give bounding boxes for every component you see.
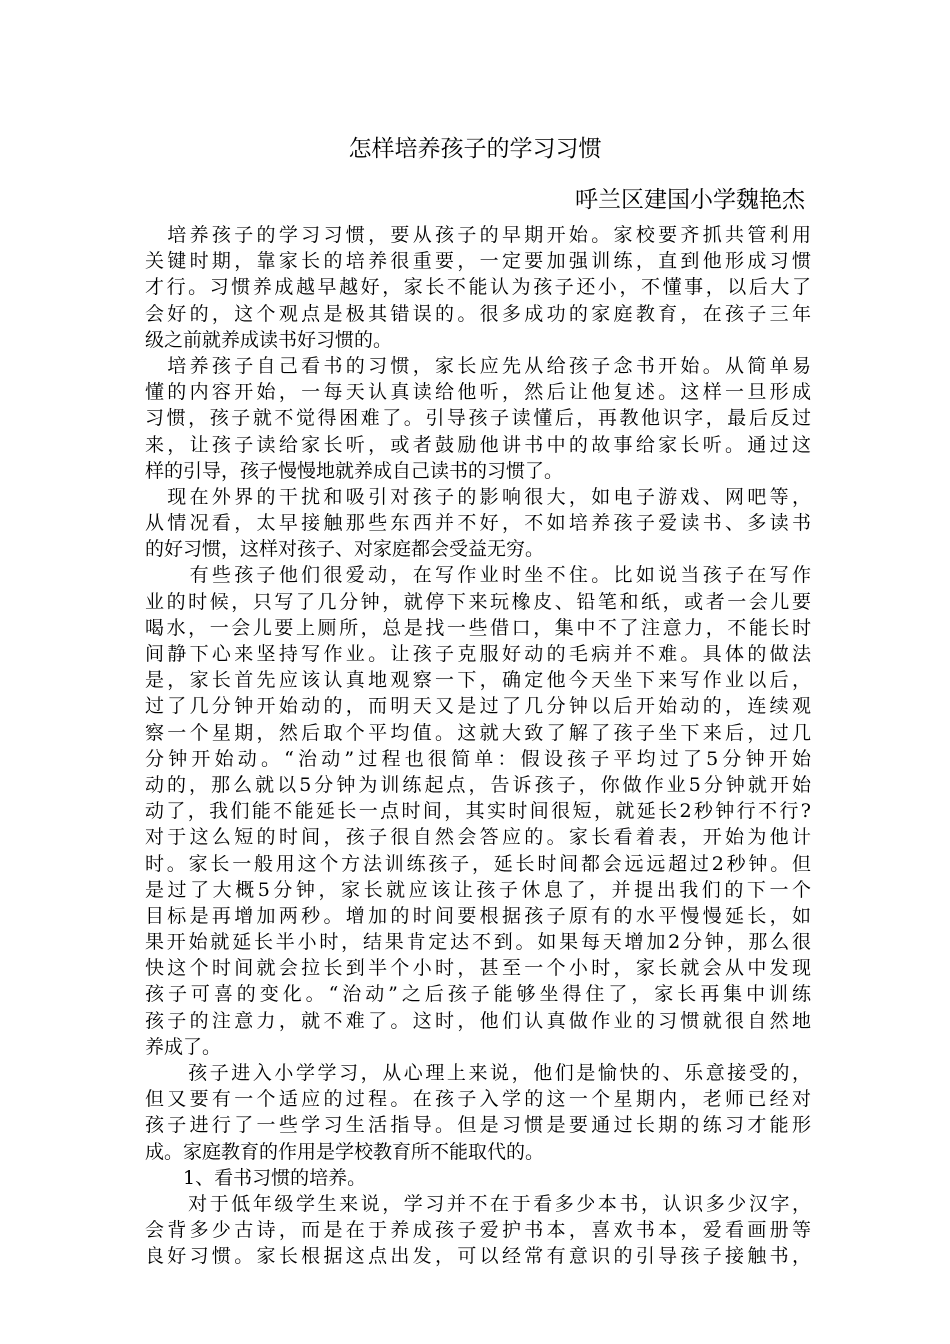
body-line: 时。家长一般用这个方法训练孩子，延长时间都会远远超过2秒钟。但 (145, 852, 811, 875)
document-body (145, 222, 811, 1270)
body-line: 业的时候，只写了几分钟，就停下来玩橡皮、铅笔和纸，或者一会儿要 (145, 590, 811, 613)
body-line: 分钟开始动。“治动”过程也很简单：假设孩子平均过了5分钟开始 (145, 747, 811, 770)
body-line: 有些孩子他们很爱动，在写作业时坐不住。比如说当孩子在写作 (145, 564, 811, 587)
body-line: 孩子进入小学学习，从心理上来说，他们是愉快的、乐意接受的， (145, 1062, 811, 1084)
body-line: 察一个星期，然后取个平均值。这就大致了解了孩子坐下来后，过几 (145, 721, 811, 744)
body-line: 孩子可喜的变化。“治动”之后孩子能够坐得住了，家长再集中训练 (145, 983, 811, 1006)
document-title: 怎样培养孩子的学习习惯 (348, 136, 602, 162)
body-line: 良好习惯。家长根据这点出发，可以经常有意识的引导孩子接触书， (145, 1245, 811, 1268)
body-line: 来，让孩子读给家长听，或者鼓励他讲书中的故事给家长听。通过这 (145, 433, 811, 456)
body-line: 果开始就延长半小时，结果肯定达不到。如果每天增加2分钟，那么很 (145, 931, 811, 954)
body-line: 关键时期，靠家长的培养很重要，一定要加强训练，直到他形成习惯 (145, 250, 811, 273)
body-line: 孩子的注意力，就不难了。这时，他们认真做作业的习惯就很自然地 (145, 1009, 811, 1032)
body-line: 目标是再增加两秒。增加的时间要根据孩子原有的水平慢慢延长，如 (145, 904, 811, 927)
body-line: 对于这么短的时间，孩子很自然会答应的。家长看着表，开始为他计 (145, 826, 811, 849)
body-line: 培养孩子自己看书的习惯，家长应先从给孩子念书开始。从简单易 (145, 354, 811, 377)
body-line: 会好的，这个观点是极其错误的。很多成功的家庭教育，在孩子三年 (145, 302, 811, 325)
body-line: 对于低年级学生来说，学习并不在于看多少本书，认识多少汉字， (145, 1192, 811, 1215)
body-line: 快这个时间就会拉长到半个小时，甚至一个小时，家长就会从中发现 (145, 957, 811, 980)
body-line: 动了，我们能不能延长一点时间，其实时间很短，就延长2秒钟行不行? (145, 800, 811, 823)
body-line: 但又要有一个适应的过程。在孩子入学的这一个星期内，老师已经对 (145, 1088, 811, 1111)
body-line: 孩子进行了一些学习生活指导。但是习惯是要通过长期的练习才能形 (145, 1114, 811, 1137)
body-line: 才行。习惯养成越早越好，家长不能认为孩子还小，不懂事，以后大了 (145, 276, 811, 299)
body-line: 养成了。 (145, 1035, 222, 1058)
body-line: 习惯，孩子就不觉得困难了。引导孩子读懂后，再教他识字，最后反过 (145, 407, 811, 430)
body-line: 过了几分钟开始动的，而明天又是过了几分钟以后开始动的，连续观 (145, 695, 811, 718)
body-line: 成。家庭教育的作用是学校教育所不能取代的。 (145, 1140, 545, 1163)
body-line: 懂的内容开始，一每天认真读给他听，然后让他复述。这样一旦形成 (145, 381, 811, 404)
body-line: 是，家长首先应该认真地观察一下，确定他今天坐下来写作业以后， (145, 669, 811, 692)
body-line: 样的引导，孩子慢慢地就养成自己读书的习惯了。 (145, 459, 564, 482)
body-line: 1、看书习惯的培养。 (145, 1166, 367, 1189)
body-line: 会背多少古诗，而是在于养成孩子爱护书本，喜欢书本，爱看画册等 (145, 1219, 811, 1242)
body-line: 级之前就养成读书好习惯的。 (145, 328, 393, 351)
author-byline: 呼兰区建国小学魏艳杰 (575, 187, 805, 213)
body-line: 是过了大概5分钟，家长就应该让孩子休息了，并提出我们的下一个 (145, 878, 811, 901)
body-line: 动的，那么就以5分钟为训练起点，告诉孩子，你做作业5分钟就开始 (145, 773, 811, 796)
body-line: 喝水，一会儿要上厕所，总是找一些借口，集中不了注意力，不能长时 (145, 616, 811, 639)
body-line: 的好习惯，这样对孩子、对家庭都会受益无穷。 (145, 538, 545, 561)
body-line: 培养孩子的学习习惯，要从孩子的早期开始。家校要齐抓共管利用 (145, 224, 811, 246)
body-line: 从情况看，太早接触那些东西并不好，不如培养孩子爱读书、多读书 (145, 512, 811, 535)
body-line: 间静下心来坚持写作业。让孩子克服好动的毛病并不难。具体的做法 (145, 643, 811, 665)
body-line: 现在外界的干扰和吸引对孩子的影响很大，如电子游戏、网吧等， (145, 485, 811, 508)
